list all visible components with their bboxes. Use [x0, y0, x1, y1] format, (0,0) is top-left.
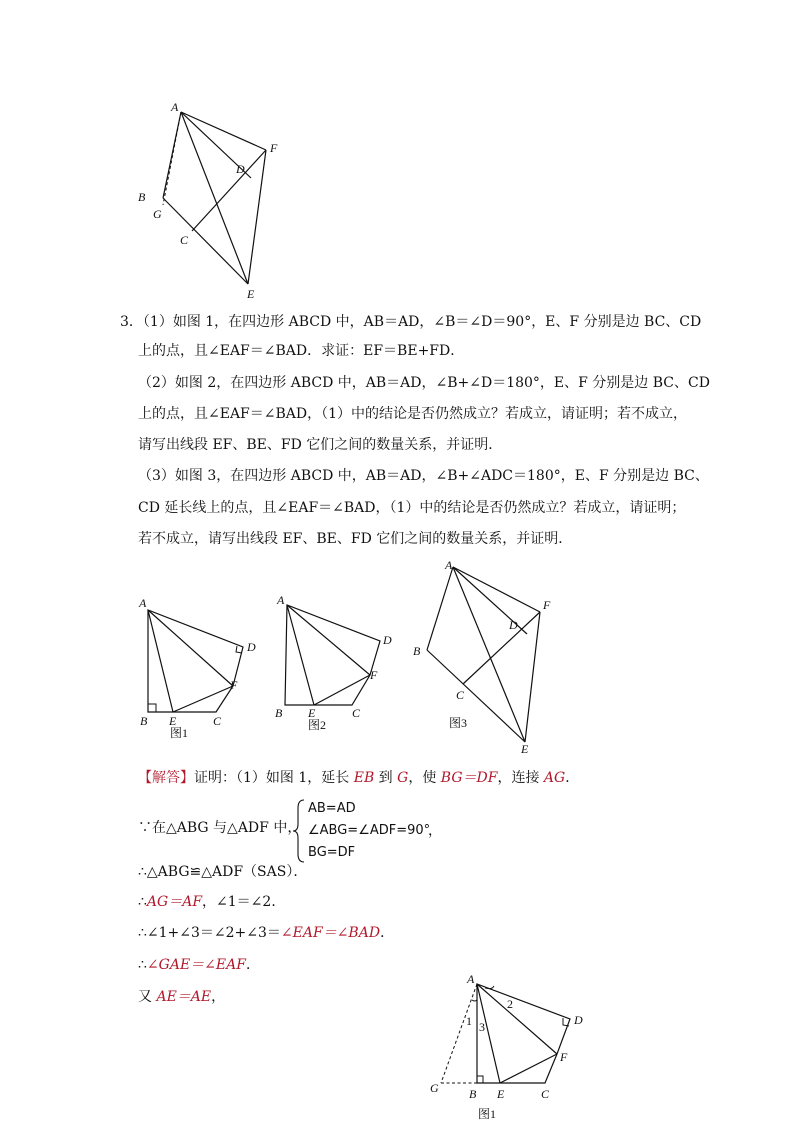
bottom-label-g: G: [430, 1081, 439, 1095]
bottom-label-b: B: [469, 1087, 477, 1101]
problem-line-3: （2）如图 2，在四边形 ABCD 中，AB＝AD，∠B+∠D＝180°，E、F 分别是边 BC、CD: [138, 375, 710, 391]
fig1-caption: 图1: [170, 726, 189, 740]
fig1-label-d: D: [247, 640, 256, 654]
bottom-label-a: A: [467, 972, 475, 986]
bottom-angle-1: 1: [466, 1014, 472, 1028]
solution-eb: EB: [353, 770, 375, 786]
solution-congruent: ∴△ABG≌△ADF（SAS）．: [138, 864, 308, 880]
fig2-label-c: C: [352, 706, 361, 720]
problem-line-5: 请写出线段 EF、BE、FD 它们之间的数量关系，并证明．: [138, 437, 503, 453]
label-g: G: [153, 207, 162, 221]
condition-row: AB=AD: [308, 801, 356, 816]
condition-brace: [292, 798, 442, 864]
solution-gae: ∠GAE＝∠EAF: [146, 957, 246, 973]
fig3-label-e: E: [521, 742, 529, 756]
label-d: D: [236, 162, 245, 176]
solution-also-line: [138, 987, 225, 1007]
solution-also: AE＝AE: [156, 989, 212, 1005]
sum-suffix: ．: [380, 925, 395, 941]
solution-tag: 【解答】: [138, 770, 194, 786]
solution-because: ∵在△ABG 与△ADF 中，: [138, 820, 302, 836]
problem-line-8: 若不成立，请写出线段 EF、BE、FD 它们之间的数量关系，并证明．: [138, 531, 573, 547]
solution-agaf: AG＝AF: [146, 894, 203, 910]
fig3-label-c: C: [456, 688, 465, 702]
fig2-label-b: B: [275, 706, 283, 720]
fig1-label-e: E: [169, 714, 177, 728]
fig3-label-b: B: [413, 644, 421, 658]
bottom-label-e: E: [497, 1087, 505, 1101]
solution-bgdf: BG＝DF: [440, 770, 498, 786]
brace-icon: [292, 798, 306, 864]
figure-2: [268, 585, 408, 745]
solution-period: ．: [565, 770, 580, 786]
solution-connect: ，连接: [497, 770, 544, 786]
solution-sum-line: [138, 923, 394, 943]
label-e: E: [247, 287, 255, 301]
condition-tail: ，: [428, 823, 442, 839]
figure-top: [130, 95, 290, 305]
fig3-label-f: F: [543, 598, 551, 612]
fig3-caption: 图3: [449, 716, 468, 730]
gae-suffix: ．: [245, 957, 260, 973]
solution-gae-line: [138, 955, 260, 975]
fig3-label-d: D: [509, 618, 518, 632]
bottom-label-d: D: [574, 1013, 583, 1027]
gae-prefix: ∴: [138, 957, 147, 973]
solution-to: 到: [374, 770, 398, 786]
fig1-label-f: F: [230, 678, 238, 692]
problem-line-6: （3）如图 3，在四边形 ABCD 中，AB＝AD，∠B+∠ADC＝180°，E、F 分别是边 BC、: [138, 468, 709, 484]
fig1-label-a: A: [139, 596, 147, 610]
bottom-angle-2: 2: [507, 997, 513, 1011]
solution-agaf-line: [138, 892, 285, 912]
also-prefix: 又: [138, 989, 157, 1005]
solution-ag: AG: [543, 770, 566, 786]
figure-1: [130, 585, 270, 745]
agaf-prefix: ∴: [138, 894, 147, 910]
fig1-label-c: C: [213, 714, 222, 728]
problem-line-2: 上的点，且∠EAF＝∠BAD．求证：EF＝BE+FD．: [138, 343, 465, 359]
solution-angles12: ，∠1＝∠2．: [202, 894, 286, 910]
bottom-label-f: F: [560, 1050, 568, 1064]
solution-line-1: [138, 768, 579, 788]
condition-rows: [308, 798, 430, 864]
problem-line-7: CD 延长线上的点，且∠EAF＝∠BAD，（1）中的结论是否仍然成立？若成立，请证明；: [138, 500, 686, 516]
figure-3: [405, 557, 565, 757]
problem-line-1: 3．（1）如图 1，在四边形 ABCD 中，AB＝AD，∠B＝∠D＝90°，E、F 分别是边 BC、CD: [120, 314, 702, 330]
fig2-label-a: A: [277, 593, 285, 607]
label-f: F: [270, 141, 278, 155]
label-c: C: [180, 233, 189, 247]
solution-comma: ，使: [408, 770, 441, 786]
fig2-label-d: D: [383, 633, 392, 647]
fig2-caption: 图2: [308, 718, 327, 732]
label-a: A: [171, 100, 179, 114]
solution-sum-red: ∠EAF＝∠BAD: [280, 925, 381, 941]
figure-bottom: [420, 968, 590, 1123]
fig2-label-e: E: [308, 706, 316, 720]
condition-row: ∠ABG=∠ADF=90°: [308, 823, 431, 838]
bottom-label-c: C: [541, 1087, 550, 1101]
bottom-angle-3: 3: [479, 1020, 485, 1034]
also-suffix: ，: [211, 989, 226, 1005]
bottom-caption: 图1: [478, 1107, 497, 1121]
label-b: B: [138, 190, 146, 204]
fig1-label-b: B: [140, 714, 148, 728]
sum-prefix: ∴∠1+∠3＝∠2+∠3＝: [138, 925, 281, 941]
condition-row: BG=DF: [308, 845, 356, 860]
fig3-label-a: A: [445, 558, 453, 572]
problem-line-4: 上的点，且∠EAF＝∠BAD，（1）中的结论是否仍然成立？若成立，请证明；若不成立，: [138, 406, 688, 422]
solution-g: G: [397, 770, 409, 786]
solution-intro: 证明：（1）如图 1，延长: [194, 770, 354, 786]
fig2-label-f: F: [370, 668, 378, 682]
